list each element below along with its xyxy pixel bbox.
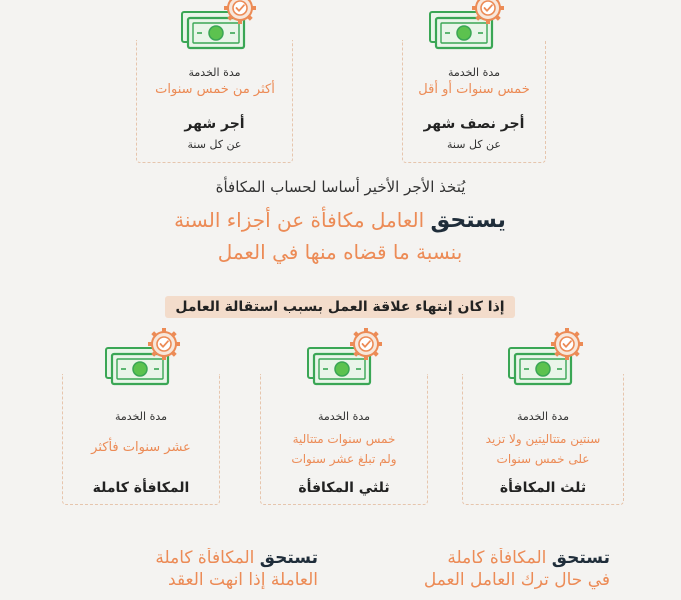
entitlement-rest: العامل مكافأة عن أجزاء السنة [174, 208, 425, 232]
service-duration-value: سنتين متتاليتين ولا تزيد [485, 432, 601, 446]
service-duration-value-2: على خمس سنوات [496, 452, 590, 466]
service-duration-label: مدة الخدمة [517, 410, 569, 423]
resignation-title-text: إذا كان إنتهاء علاقة العمل بسبب استقالة العامل [165, 296, 514, 318]
service-duration-value: أكثر من خمس سنوات [155, 82, 275, 97]
bottom-right-line2: في حال ترك العامل العمل [423, 570, 610, 590]
bottom-left-rest: المكافأة كاملة [155, 548, 255, 568]
service-duration-label: مدة الخدمة [448, 66, 500, 79]
last-wage-note: يُتخذ الأجر الأخير أساسا لحساب المكافأة [215, 178, 466, 196]
reward-value: أجر شهر [184, 116, 245, 132]
bottom-right-rest: المكافأة كاملة [447, 548, 547, 568]
money-with-gear-icon [102, 328, 184, 390]
reward-value: ثلثي المكافأة [298, 480, 390, 496]
money-with-gear-icon [505, 328, 587, 390]
service-duration-value: خمس سنوات متتالية [292, 432, 396, 446]
money-with-gear-icon [304, 328, 386, 390]
reward-period: عن كل سنة [447, 138, 501, 151]
service-duration-label: مدة الخدمة [115, 410, 167, 423]
bottom-right-line1 [370, 548, 610, 568]
bottom-right-bold: تستحق [551, 548, 610, 568]
money-with-gear-icon [178, 0, 260, 54]
reward-value: المكافأة كاملة [92, 480, 190, 496]
service-duration-value: خمس سنوات أو أقل [418, 82, 530, 97]
reward-value: ثلث المكافأة [499, 480, 587, 496]
bottom-left-line1 [78, 548, 318, 568]
service-duration-value-2: ولم تبلغ عشر سنوات [291, 452, 397, 466]
service-duration-value: عشر سنوات فأكثر [91, 440, 191, 455]
resignation-title [120, 296, 560, 315]
money-with-gear-icon [426, 0, 508, 54]
service-duration-label: مدة الخدمة [188, 66, 241, 79]
bottom-right-block [370, 548, 610, 600]
bottom-left-bold: تستحق [259, 548, 318, 568]
reward-value: أجر نصف شهر [423, 116, 525, 132]
service-duration-label: مدة الخدمة [318, 410, 370, 423]
entitlement-bold: يستحق [430, 208, 506, 233]
entitlement-line1 [110, 208, 570, 233]
reward-period: عن كل سنة [187, 138, 242, 151]
bottom-left-line2: العاملة إذا انهت العقد [168, 570, 318, 590]
bottom-left-block [78, 548, 318, 600]
entitlement-line2: بنسبة ما قضاه منها في العمل [217, 240, 463, 264]
